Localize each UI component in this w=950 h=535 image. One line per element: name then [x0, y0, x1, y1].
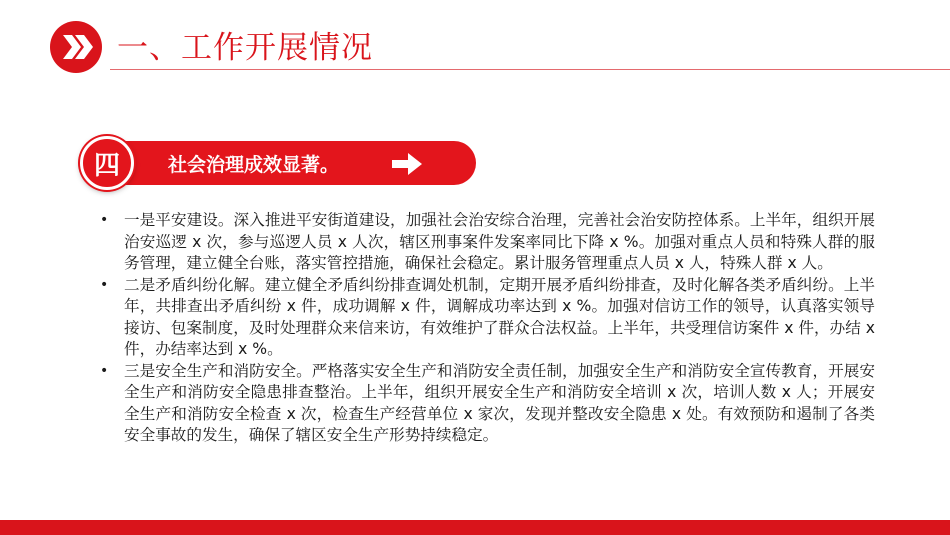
list-item-text: 一是平安建设。深入推进平安街道建设，加强社会治安综合治理，完善社会治安防控体系。上半年，组织开展治安巡逻 x 次，参与巡逻人员 x 人次，辖区刑事案件发案率同比下降 x %。加强对重点人员和特殊人群的服务管理，建立健全台账，落实管控措施，确保社会稳定。累计服务管理重点人员 x 人，特殊人群 x 人。 [124, 211, 875, 272]
double-chevron-right-icon [50, 21, 102, 73]
arrow-right-icon [392, 153, 422, 175]
list-item: • 二是矛盾纠纷化解。建立健全矛盾纠纷排查调处机制，定期开展矛盾纠纷排查，及时化解各类矛盾纠纷。上半年，共排查出矛盾纠纷 x 件，成功调解 x 件，调解成功率达到 x %。加强对信访工作的领导，认真落实领导接访、包案制度，及时处理群众来信来访，有效维护了群众合法权益。上半年，共受理信访案件 x 件，办结 x 件，办结率达到 x %。 [100, 275, 875, 358]
content-list [100, 210, 875, 447]
title-divider [110, 69, 950, 70]
list-item: • 三是安全生产和消防安全。严格落实安全生产和消防安全责任制，加强安全生产和消防安全宣传教育，开展安全生产和消防安全隐患排查整治。上半年，组织开展安全生产和消防安全培训 x 次，培训人数 x 人；开展安全生产和消防安全检查 x 次，检查生产经营单位 x 家次，发现并整改安全隐患 x 处。有效预防和遏制了各类安全事故的发生，确保了辖区安全生产形势持续稳定。 [100, 361, 875, 444]
section-heading: 社会治理成效显著。 [168, 154, 340, 176]
footer-band [0, 520, 950, 535]
page-title: 一、工作开展情况 [117, 30, 373, 66]
list-item-text: 二是矛盾纠纷化解。建立健全矛盾纠纷排查调处机制，定期开展矛盾纠纷排查，及时化解各类矛盾纠纷。上半年，共排查出矛盾纠纷 x 件，成功调解 x 件，调解成功率达到 x %。加强对信访工作的领导，认真落实领导接访、包案制度，及时处理群众来信来访，有效维护了群众合法权益。上半年，共受理信访案件 x 件，办结 x 件，办结率达到 x %。 [124, 275, 875, 358]
section-number-badge: 四 [80, 136, 134, 190]
list-item: • 一是平安建设。深入推进平安街道建设，加强社会治安综合治理，完善社会治安防控体系。上半年，组织开展治安巡逻 x 次，参与巡逻人员 x 人次，辖区刑事案件发案率同比下降 x %。加强对重点人员和特殊人群的服务管理，建立健全台账，落实管控措施，确保社会稳定。累计服务管理重点人员 x 人，特殊人群 x 人。 [100, 211, 875, 272]
list-item-text: 三是安全生产和消防安全。严格落实安全生产和消防安全责任制，加强安全生产和消防安全宣传教育，开展安全生产和消防安全隐患排查整治。上半年，组织开展安全生产和消防安全培训 x 次，培训人数 x 人；开展安全生产和消防安全检查 x 次，检查生产经营单位 x 家次，发现并整改安全隐患 x 处。有效预防和遏制了各类安全事故的发生，确保了辖区安全生产形势持续稳定。 [124, 361, 875, 444]
